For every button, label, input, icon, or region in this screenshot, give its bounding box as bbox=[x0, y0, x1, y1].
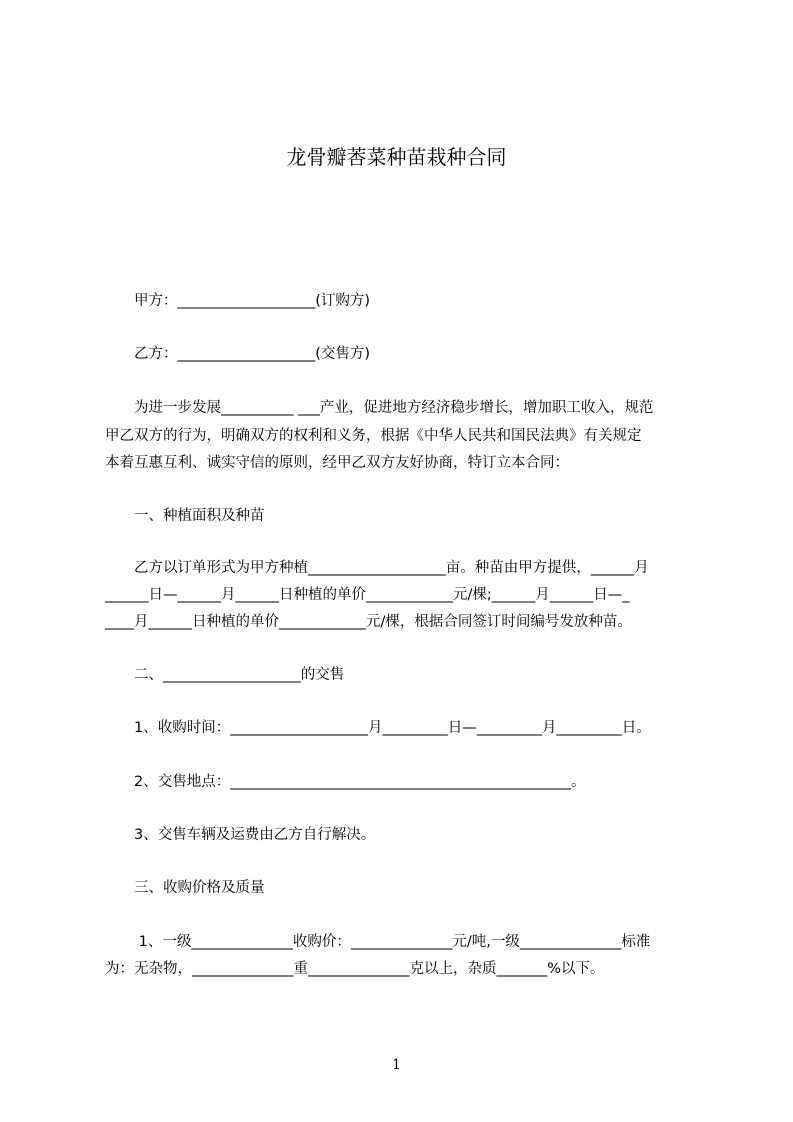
section-3-item-1-line-1: 1、一级______________收购价：______________元/吨,一级______________标准 bbox=[105, 934, 651, 950]
section-3-heading: 三、收购价格及质量 bbox=[105, 880, 265, 896]
section-1-paragraph-line-3: ____月______日种植的单价____________元/棵，根据合同签订时间编号发放种苗。 bbox=[105, 614, 632, 630]
section-1-paragraph-line-2: ______日—______月______日种植的单价____________元/棵;______月______日—_ bbox=[105, 587, 630, 603]
section-2-item-1: 1、收购时间：___________________月_________日—_________月_________日。 bbox=[105, 720, 651, 736]
intro-line-1: 为进一步发展__________ ___产业，促进地方经济稳步增长，增加职工收入，规范 bbox=[105, 400, 654, 416]
party-a-line: 甲方：___________________(订购方) bbox=[105, 293, 371, 309]
contract-title: 龙骨瓣莕菜种苗栽种合同 bbox=[286, 145, 507, 169]
section-1-heading: 一、种植面积及种苗 bbox=[105, 508, 265, 524]
party-b-line: 乙方：___________________(交售方) bbox=[105, 346, 371, 362]
page-number: 1 bbox=[392, 1057, 401, 1073]
section-1-paragraph-line-1: 乙方以订单形式为甲方种植___________________亩。种苗由甲方提供，______月 bbox=[105, 560, 649, 576]
intro-line-3: 本着互惠互利、诚实守信的原则，经甲乙双方友好协商，特订立本合同： bbox=[105, 455, 569, 471]
intro-line-2: 甲乙双方的行为，明确双方的权利和义务，根据《中华人民共和国民法典》有关规定 bbox=[105, 428, 642, 444]
section-2-heading: 二、___________________的交售 bbox=[105, 667, 345, 683]
section-2-item-2: 2、交售地点：_______________________________________________。 bbox=[105, 774, 586, 790]
section-3-item-1-line-2: 为：无杂物，______________重______________克以上，杂质_______%以下。 bbox=[105, 961, 605, 977]
section-2-item-3: 3、交售车辆及运费由乙方自行解决。 bbox=[105, 827, 376, 843]
